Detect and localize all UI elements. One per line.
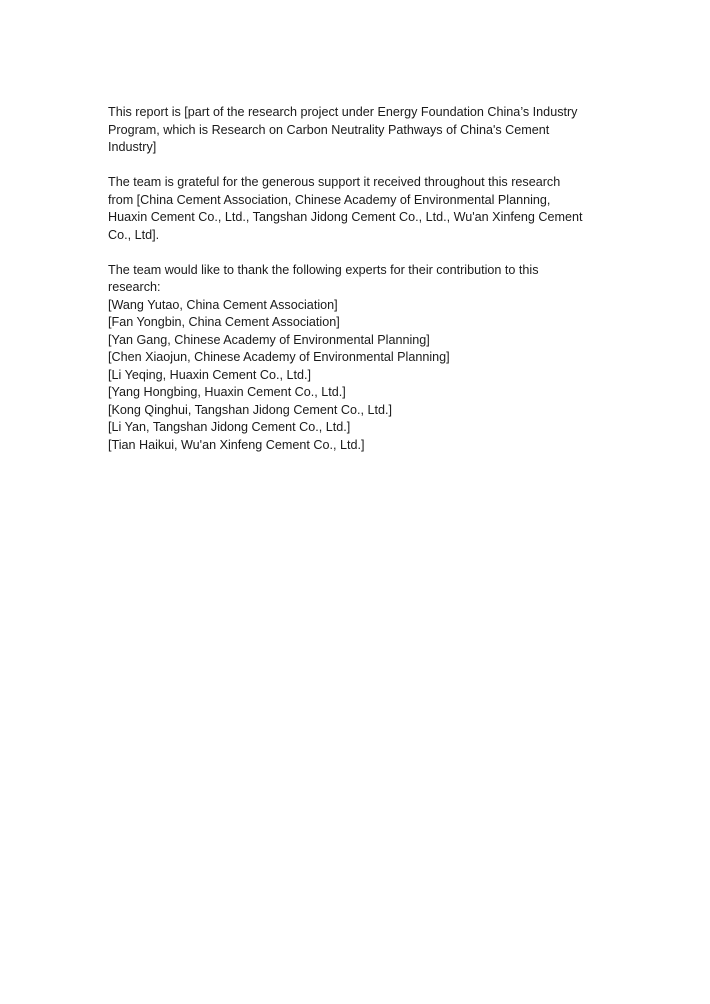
expert-list <box>108 297 608 455</box>
support-paragraph <box>108 174 608 244</box>
expert-item: [Chen Xiaojun, Chinese Academy of Environmental Planning] <box>108 350 450 364</box>
experts-intro-line: The team would like to thank the following experts for their contribution to this <box>108 262 539 277</box>
experts-section <box>108 262 608 455</box>
expert-item: [Yan Gang, Chinese Academy of Environmental Planning] <box>108 332 430 347</box>
expert-item: [Kong Qinghui, Tangshan Jidong Cement Co., Ltd.] <box>108 402 393 417</box>
expert-item: [Tian Haikui, Wu'an Xinfeng Cement Co., Ltd.] <box>108 437 365 452</box>
expert-item: [Li Yan, Tangshan Jidong Cement Co., Ltd.] <box>108 420 351 434</box>
experts-intro-line: research: <box>108 280 161 294</box>
paragraph-line: The team is grateful for the generous support it received throughout this research <box>108 175 561 189</box>
paragraph-line: from [China Cement Association, Chinese Academy of Environmental Planning, <box>108 192 551 207</box>
paragraph-line: This report is [part of the research project under Energy Foundation China’s Industry <box>108 105 578 119</box>
acknowledgements-body <box>108 104 608 454</box>
project-paragraph <box>108 104 608 157</box>
expert-item: [Fan Yongbin, China Cement Association] <box>108 315 340 329</box>
paragraph-line: Huaxin Cement Co., Ltd., Tangshan Jidong Cement Co., Ltd., Wu'an Xinfeng Cement <box>108 210 583 224</box>
paragraph-line: Industry] <box>108 140 157 154</box>
expert-item: [Yang Hongbing, Huaxin Cement Co., Ltd.] <box>108 385 346 399</box>
paragraph-line: Program, which is Research on Carbon Neutrality Pathways of China's Cement <box>108 122 550 137</box>
paragraph-line: Co., Ltd]. <box>108 227 160 242</box>
expert-item: [Li Yeqing, Huaxin Cement Co., Ltd.] <box>108 367 312 382</box>
expert-item: [Wang Yutao, China Cement Association] <box>108 297 338 312</box>
